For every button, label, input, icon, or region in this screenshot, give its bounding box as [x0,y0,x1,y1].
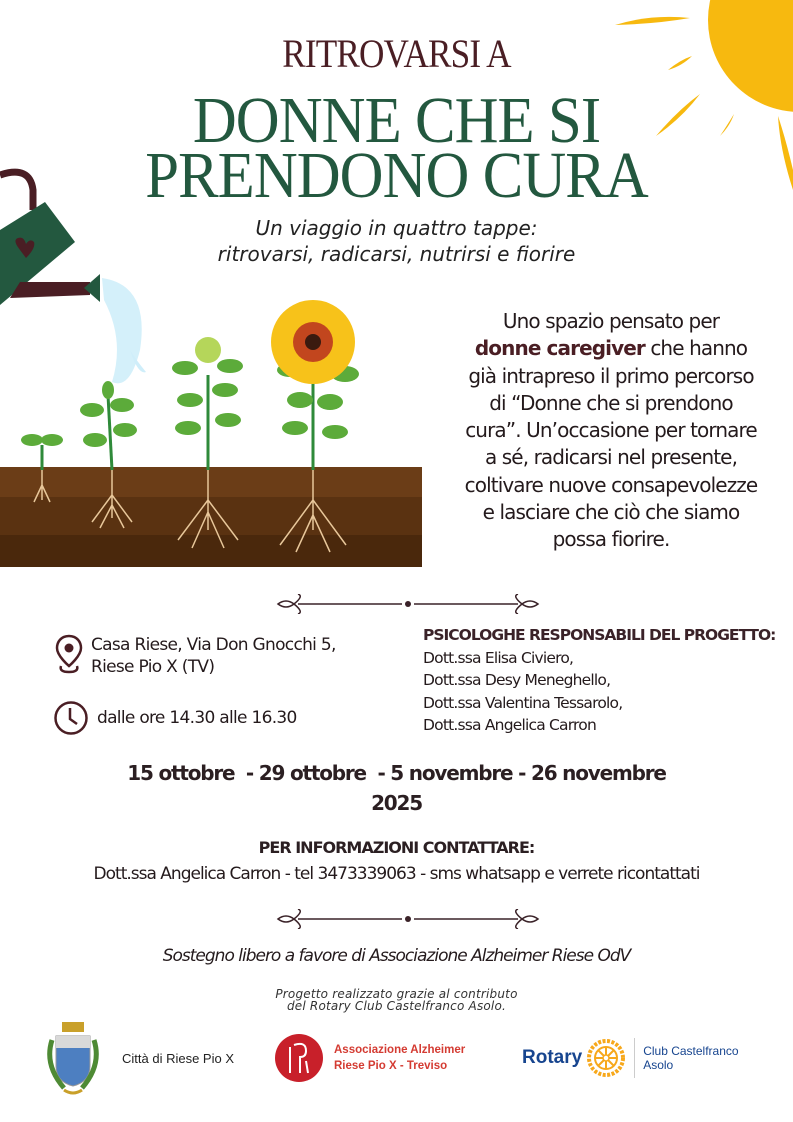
alzheimer-logo-icon [274,1033,324,1083]
clock-icon [53,700,89,736]
location-info [55,634,336,678]
ornamental-divider [276,909,540,929]
psychologists-block [423,624,775,737]
rotary-wheel-icon [586,1038,626,1078]
time-info [53,700,297,736]
subtitle [0,215,793,267]
rotary-separator [634,1038,635,1078]
location-line-2: Riese Pio X (TV) [91,657,215,677]
rotary-wordmark: Rotary [522,1047,583,1068]
sunflower-growth-illustration [0,290,425,580]
time-text: dalle ore 14.30 alle 16.30 [97,708,297,728]
subtitle-line-1: Un viaggio in quattro tappe: [255,216,538,240]
psychologist-name: Dott.ssa Angelica Carron [423,716,596,734]
psychologist-name: Dott.ssa Elisa Civiero, [423,648,574,667]
location-line-1: Casa Riese, Via Don Gnocchi 5, [91,635,336,655]
pretitle: RITROVARSI A [282,31,511,76]
logo-associazione-alzheimer: Associazione Alzheimer Riese Pio X - Treviso [274,1033,465,1083]
ornamental-divider [276,594,540,614]
psychologists-heading: PSICOLOGHE RESPONSABILI DEL PROGETTO: [423,626,776,644]
city-name: Città di Riese Pio X [122,1050,234,1066]
description: Uno spazio pensato per donne caregiver che hanno già intrapreso il primo percorso di “Donne che si prendono cura”. Un’occasione per tornare a sé, radicarsi nel presente, coltivare nuove consapevolezze e lasciare che ciò che siamo possa fiorire. [464,309,758,552]
credit-note: Progetto realizzato grazie al contributo del Rotary Club Castelfranco Asolo. [275,987,518,1013]
dates-list: 15 ottobre - 29 ottobre - 5 novembre - 26 novembre [127,761,666,785]
contact-heading: PER INFORMAZIONI CONTATTARE: [258,838,535,857]
psychologist-name: Dott.ssa Desy Meneghello, [423,671,611,689]
logo-citta-riese [42,1020,234,1096]
coat-of-arms-icon [42,1020,104,1096]
map-pin-icon [55,634,83,674]
title-line-2: PRENDONO CURA [145,139,648,212]
title-line-1: DONNE CHE SI [192,84,601,157]
dates-block [0,758,793,818]
support-note: Sostegno libero a favore di Associazione Alzheimer Riese OdV [162,946,631,966]
highlight-caregiver: donne caregiver [474,336,645,361]
contact-text: Dott.ssa Angelica Carron - tel 3473339063 - sms whatsapp e verrete ricontattati [93,864,700,884]
logo-rotary: Rotary Club Castelfranco Asolo [522,1038,739,1078]
subtitle-line-2: ritrovarsi, radicarsi, nutrirsi e fiorire [217,242,576,266]
psychologist-name: Dott.ssa Valentina Tessarolo, [423,693,623,712]
dates-year: 2025 [371,791,422,815]
